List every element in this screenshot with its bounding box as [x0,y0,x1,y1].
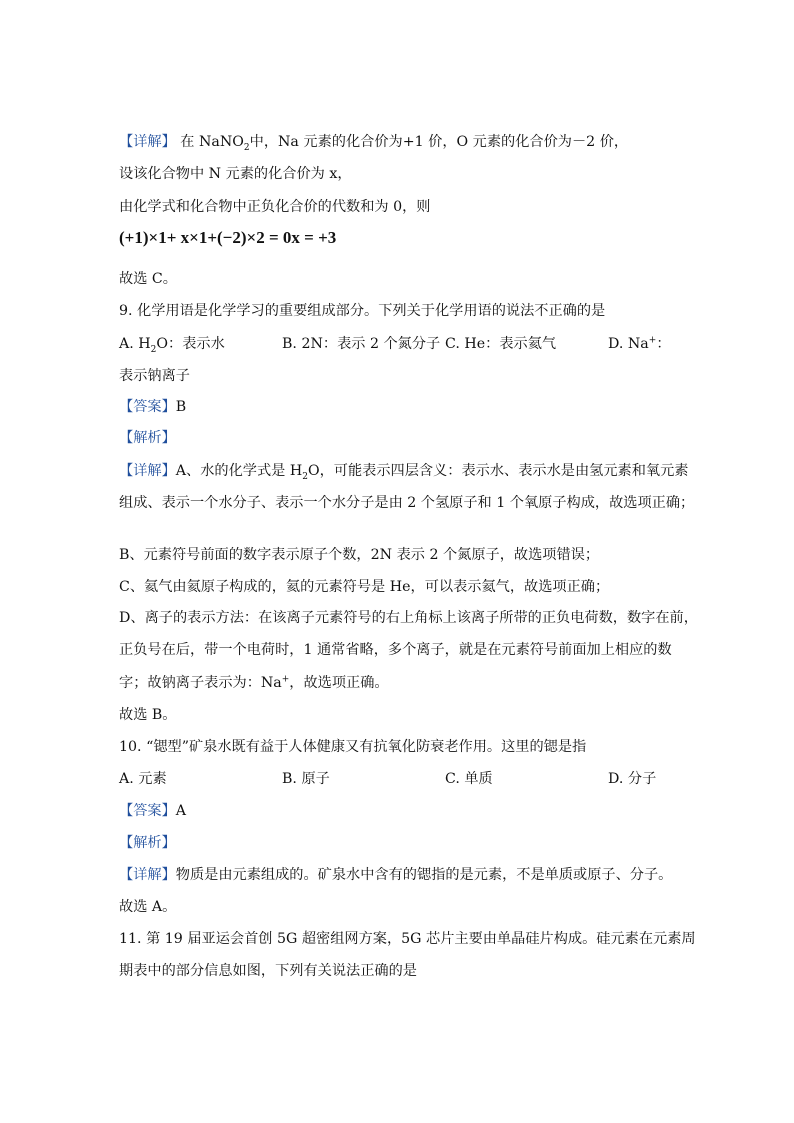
answer-tag: 【答案】 [119,803,176,819]
q8-choice: 故选 C。 [119,271,177,287]
detail-tag: 【详解】 [119,134,176,150]
q8-detail-line1: 【详解】 在 NaNO$_2$中，Na 元素的化合价为+1 价，O 元素的化合价为－2 价， [119,134,629,153]
detail-tag: 【详解】 [119,867,176,883]
answer-tag: 【答案】 [119,399,176,415]
q9-option-d: D. Na+： [608,335,671,352]
q9-detail-6: 正负号在后，带一个电荷时，1 通常省略，多个离子，就是在元素符号前面加上相应的数 [119,642,672,658]
q10-option-c: C. 单质 [445,771,493,787]
q9-detail-4: C、氦气由氦原子构成的，氦的元素符号是 He，可以表示氦气，故选项正确； [119,579,610,595]
q10-stem: 10. “锶型”矿泉水既有益于人体健康又有抗氧化防衰老作用。这里的锶是指 [119,739,587,755]
q8-detail-line2: 设该化合物中 N 元素的化合价为 x， [119,166,352,182]
q10-analysis-tag: 【解析】 [119,835,176,851]
q10-option-d: D. 分子 [608,771,657,787]
q10-answer: 【答案】A [119,803,187,819]
q9-detail-5: D、离子的表示方法：在该离子元素符号的右上角标上该离子所带的正负电荷数，数字在前， [119,610,698,626]
q10-option-a: A. 元素 [119,771,167,787]
q11-stem-2: 期表中的部分信息如图，下列有关说法正确的是 [119,963,417,979]
q8-detail-line3: 由化学式和化合物中正负化合价的代数和为 0，则 [119,199,431,215]
q9-detail-3: B、元素符号前面的数字表示原子个数，2N 表示 2 个氮原子，故选项错误； [119,547,600,563]
q9-detail-1: 【详解】A、水的化学式是 $H_2O$，可能表示四层含义：表示水、表示水是由氢元素和氧元素 [119,463,689,482]
q9-option-b: B. 2N：表示 2 个氮分子 [282,336,441,352]
q9-option-c: C. He：表示氦气 [445,336,557,352]
q10-detail-1: 【详解】物质是由元素组成的。矿泉水中含有的锶指的是元素，不是单质或原子、分子。 [119,867,673,883]
q9-option-d-cont: 表示钠离子 [119,368,190,384]
q9-stem: 9. 化学用语是化学学习的重要组成部分。下列关于化学用语的说法不正确的是 [119,303,606,319]
q9-answer: 【答案】B [119,399,187,415]
q10-option-b: B. 原子 [282,771,330,787]
q9-detail-2: 组成、表示一个水分子、表示一个水分子是由 2 个氢原子和 1 个氧原子构成，故选项正确； [119,495,695,511]
q8-equation: (+1)×1+ x×1+(−2)×2 = 0x = +3 [119,228,337,247]
q11-stem-1: 11. 第 19 届亚运会首创 5G 超密组网方案，5G 芯片主要由单晶硅片构成。硅元素在元素周 [119,931,696,947]
q9-detail-7: 字；故钠离子表示为：Na+，故选项正确。 [119,674,389,691]
q9-analysis-tag: 【解析】 [119,430,176,446]
q9-choice: 故选 B。 [119,707,177,723]
detail-tag: 【详解】 [119,463,176,479]
q9-option-a: A. $H_2O$：表示水 [119,336,225,355]
q10-choice: 故选 A。 [119,899,177,915]
